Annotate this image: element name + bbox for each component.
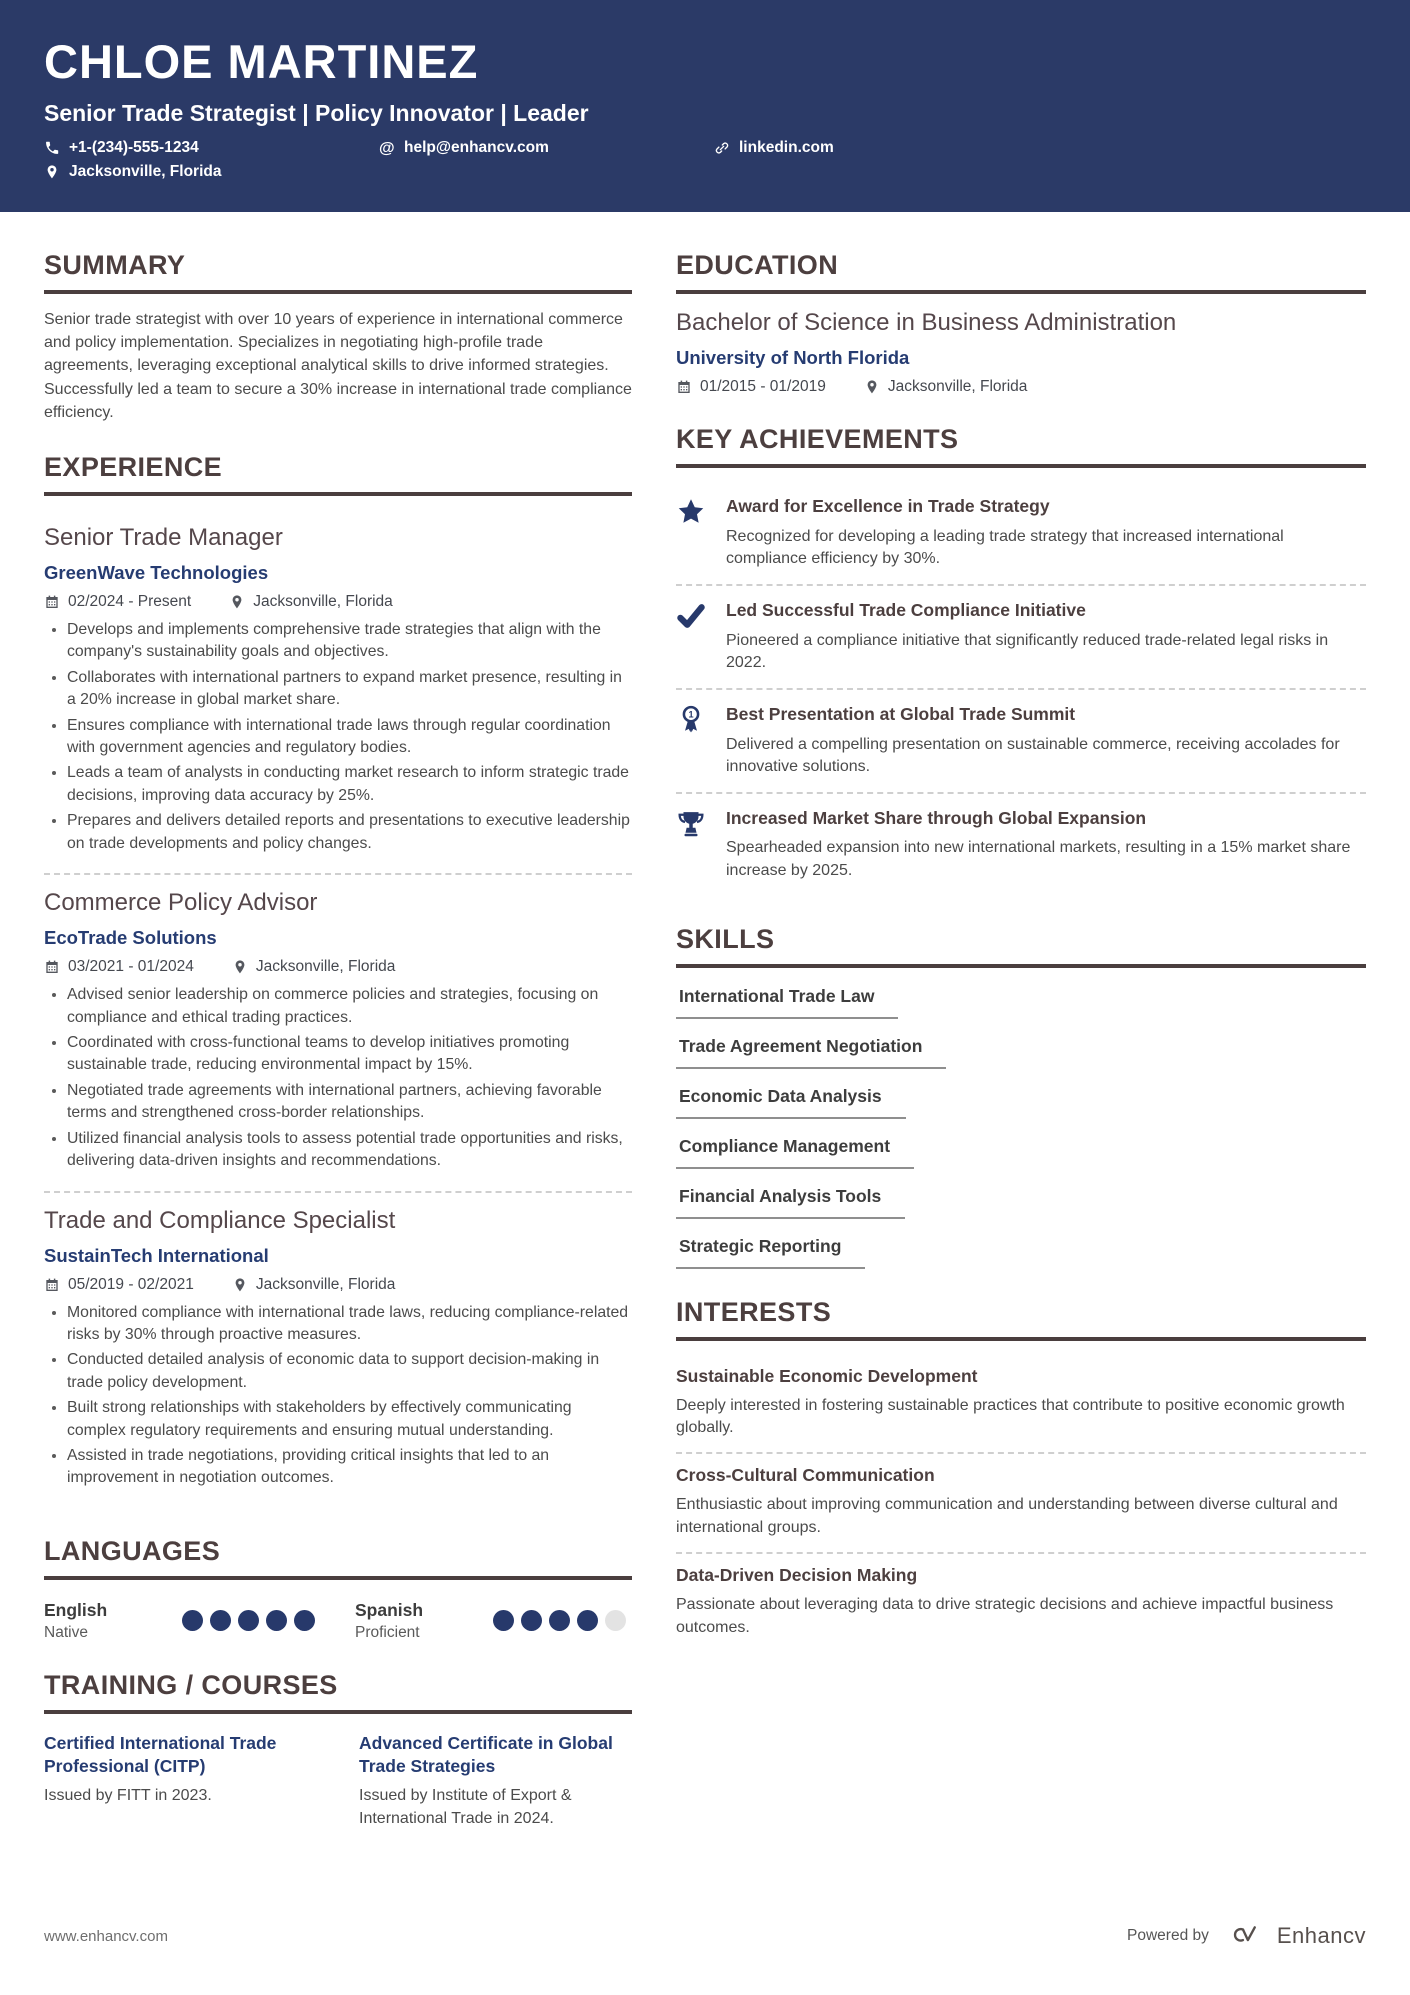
achievement-title: Best Presentation at Global Trade Summit	[726, 703, 1076, 724]
job-bullet-list	[44, 619, 632, 855]
achievement-body	[726, 807, 1366, 882]
language-level-dot	[605, 1610, 626, 1631]
location-contact	[44, 163, 379, 181]
course-row	[44, 1728, 632, 1830]
linkedin-url: linkedin.com	[739, 138, 834, 156]
education-heading: EDUCATION	[676, 250, 1366, 294]
calendar-icon	[44, 1277, 60, 1293]
skill-list	[676, 982, 1366, 1269]
language-name: Spanish	[355, 1599, 424, 1620]
language-row	[44, 1594, 632, 1642]
job-dates-text: 03/2021 - 01/2024	[68, 958, 194, 976]
skill-item	[676, 1036, 1366, 1069]
interest-title: Data-Driven Decision Making	[676, 1565, 918, 1586]
job-location-text: Jacksonville, Florida	[255, 1275, 396, 1293]
job-location	[232, 958, 396, 976]
footer	[44, 1923, 1366, 1949]
interest-entry	[676, 1452, 1366, 1552]
website-link[interactable]: www.enhancv.com	[44, 1927, 168, 1945]
training-heading: TRAINING / COURSES	[44, 1670, 632, 1714]
calendar-icon	[44, 959, 60, 975]
link-icon	[714, 140, 730, 156]
job-dates	[44, 593, 191, 611]
brand-wordmark: Enhancv	[1276, 1923, 1366, 1948]
language-level-dot	[577, 1610, 598, 1631]
achievement-body	[726, 495, 1366, 570]
calendar-icon	[44, 594, 60, 610]
person-name: CHLOE MARTINEZ	[44, 35, 479, 88]
skill-item	[676, 986, 1366, 1019]
job-location	[229, 593, 393, 611]
job-bullet: • Utilized financial analysis tools to assess potential trade opportunities and risks, delivering data-driven insights and recommendations.	[67, 1128, 632, 1173]
job-entry	[44, 1191, 632, 1508]
experience-section	[44, 452, 632, 1508]
interest-description: Enthusiastic about improving communication and understanding between diverse cultural and international groups.	[676, 1496, 1338, 1536]
job-bullet: • Negotiated trade agreements with international partners, achieving favorable terms and strengthened cross-border relationships.	[67, 1080, 632, 1125]
language-level-dot	[238, 1610, 259, 1631]
star-icon	[676, 495, 710, 570]
powered-by	[1127, 1923, 1366, 1949]
left-column	[44, 250, 632, 1858]
achievement-title: Award for Excellence in Trade Strategy	[726, 496, 1050, 516]
skill-label: Economic Data Analysis	[676, 1086, 906, 1119]
school-name: University of North Florida	[676, 347, 910, 368]
job-company: GreenWave Technologies	[44, 561, 269, 583]
interest-entry	[676, 1552, 1366, 1652]
linkedin-contact[interactable]	[714, 139, 1049, 157]
job-bullet: • Coordinated with cross-functional teams to develop initiatives promoting sustainable trade, reducing environmental impact by 15%.	[67, 1032, 632, 1077]
achievement-description: Delivered a compelling presentation on sustainable commerce, receiving accolades for innovative solutions.	[726, 735, 1340, 775]
language-level-dots	[175, 1610, 315, 1631]
language-level: Native	[44, 1623, 88, 1641]
job-bullet: • Prepares and delivers detailed reports and presentations to executive leadership on trade developments and policy changes.	[67, 810, 632, 855]
achievement-title: Led Successful Trade Compliance Initiative	[726, 599, 1086, 620]
job-title: Trade and Compliance Specialist	[44, 1206, 396, 1234]
skill-label: Financial Analysis Tools	[676, 1186, 905, 1219]
svg-text:1: 1	[688, 709, 694, 720]
job-location-text: Jacksonville, Florida	[255, 958, 396, 976]
job-bullet: • Built strong relationships with stakeholders by effectively communicating complex regulatory requirements and ensuring mutual understanding.	[67, 1397, 632, 1442]
main-content	[0, 212, 1410, 1858]
skill-label: Compliance Management	[676, 1136, 914, 1169]
job-location	[232, 1276, 396, 1294]
job-entry	[44, 510, 632, 873]
achievement-entry	[676, 792, 1366, 896]
education-location-text: Jacksonville, Florida	[887, 378, 1028, 395]
degree-title: Bachelor of Science in Business Administration	[676, 309, 1177, 336]
skill-label: Strategic Reporting	[676, 1236, 865, 1269]
education-meta	[676, 378, 1366, 396]
interest-title: Cross-Cultural Communication	[676, 1465, 935, 1486]
skill-item	[676, 1186, 1366, 1219]
language-level-dots	[486, 1610, 626, 1631]
location-pin-icon	[44, 164, 60, 180]
email-address: help@enhancv.com	[404, 138, 549, 156]
language-level: Proficient	[355, 1623, 420, 1641]
language-level-dot	[521, 1610, 542, 1631]
job-bullet: • Develops and implements comprehensive trade strategies that align with the company's sustainability goals and objectives.	[67, 619, 632, 664]
skill-item	[676, 1086, 1366, 1119]
job-entry	[44, 873, 632, 1190]
languages-heading: LANGUAGES	[44, 1536, 632, 1580]
skills-heading: SKILLS	[676, 924, 1366, 968]
interests-heading: INTERESTS	[676, 1297, 1366, 1341]
email-contact[interactable]	[379, 139, 714, 157]
job-company: SustainTech International	[44, 1244, 269, 1266]
course-title: Advanced Certificate in Global Trade Strategies	[359, 1732, 613, 1776]
achievement-description: Spearheaded expansion into new international markets, resulting in a 15% market share increase by 2025.	[726, 839, 1351, 879]
achievement-title: Increased Market Share through Global Expansion	[726, 807, 1147, 828]
interest-description: Deeply interested in fostering sustainable practices that contribute to positive economic growth globally.	[676, 1396, 1345, 1437]
phone-contact	[44, 139, 379, 157]
course-entry	[44, 1732, 317, 1830]
language-name: English	[44, 1599, 108, 1620]
at-icon: @	[379, 139, 395, 157]
summary-text: Senior trade strategist with over 10 years of experience in international commerce and policy implementation. Specializes in negotiating high-profile trade agreements, leveraging exceptional analytical skills to drive informed strategies. Successfully led a team to secure a 30% increase in international trade compliance efficiency.	[44, 311, 632, 421]
training-section	[44, 1670, 632, 1830]
powered-by-label: Powered by	[1127, 1927, 1209, 1944]
course-title: Certified International Trade Professional (CITP)	[44, 1732, 277, 1776]
job-dates-text: 02/2024 - Present	[68, 592, 192, 610]
phone-number: +1-(234)-555-1234	[69, 138, 199, 156]
job-dates-text: 05/2019 - 02/2021	[68, 1275, 194, 1293]
job-location-text: Jacksonville, Florida	[253, 592, 393, 610]
job-bullet: • Monitored compliance with international trade laws, reducing compliance-related risks by 30% through proactive measures.	[67, 1302, 632, 1347]
experience-heading: EXPERIENCE	[44, 452, 632, 496]
language-level-dot	[266, 1610, 287, 1631]
skills-section	[676, 924, 1366, 1269]
achievement-entry	[676, 688, 1366, 792]
achievements-section	[676, 424, 1366, 896]
location-text: Jacksonville, Florida	[69, 162, 222, 180]
skill-item	[676, 1136, 1366, 1169]
person-headline: Senior Trade Strategist | Policy Innovator | Leader	[44, 99, 589, 126]
contact-row-2	[44, 163, 1366, 181]
achievement-body	[726, 703, 1366, 778]
education-section	[676, 250, 1366, 396]
job-bullet: • Ensures compliance with international trade laws through regular coordination with government agencies and regulatory bodies.	[67, 715, 632, 760]
interests-section	[676, 1297, 1366, 1652]
interest-entry	[676, 1355, 1366, 1453]
header	[0, 0, 1410, 212]
language-entry	[44, 1600, 355, 1642]
interest-title: Sustainable Economic Development	[676, 1365, 978, 1386]
job-meta	[44, 593, 632, 611]
location-pin-icon	[232, 1277, 248, 1293]
language-level-dot	[210, 1610, 231, 1631]
calendar-icon	[676, 379, 692, 395]
job-bullet: • Collaborates with international partners to expand market presence, resulting in a 20% increase in global market share.	[67, 667, 632, 712]
check-icon	[676, 599, 710, 674]
location-pin-icon	[232, 959, 248, 975]
phone-icon	[44, 140, 60, 156]
job-company: EcoTrade Solutions	[44, 927, 217, 949]
right-column	[676, 250, 1366, 1858]
contact-row-1	[44, 139, 1366, 157]
skill-label: Trade Agreement Negotiation	[676, 1036, 946, 1069]
education-dates	[676, 378, 826, 396]
education-dates-text: 01/2015 - 01/2019	[700, 378, 826, 395]
achievement-description: Recognized for developing a leading trade strategy that increased international compliance efficiency by 30%.	[726, 527, 1284, 567]
language-label	[44, 1600, 107, 1642]
location-pin-icon	[229, 594, 245, 610]
job-dates	[44, 1276, 194, 1294]
language-level-dot	[549, 1610, 570, 1631]
languages-section	[44, 1536, 632, 1642]
job-bullet: • Conducted detailed analysis of economic data to support decision-making in trade policy development.	[67, 1349, 632, 1394]
summary-heading: SUMMARY	[44, 250, 632, 294]
job-bullet: • Advised senior leadership on commerce policies and strategies, focusing on compliance and ethical trading practices.	[67, 984, 632, 1029]
job-title: Commerce Policy Advisor	[44, 889, 318, 917]
language-level-dot	[493, 1610, 514, 1631]
medal-icon	[676, 703, 710, 778]
language-label	[355, 1600, 423, 1642]
trophy-icon	[676, 807, 710, 882]
achievement-entry	[676, 584, 1366, 688]
job-bullet: • Leads a team of analysts in conducting market research to inform strategic trade decisions, improving data accuracy by 25%.	[67, 762, 632, 807]
summary-section	[44, 250, 632, 424]
interest-description: Passionate about leveraging data to drive strategic decisions and achieve impactful business outcomes.	[676, 1596, 1334, 1636]
language-level-dot	[182, 1610, 203, 1631]
job-meta	[44, 1276, 632, 1294]
job-meta	[44, 958, 632, 976]
education-location	[864, 378, 1028, 396]
language-entry	[355, 1600, 632, 1642]
enhancv-logo-icon	[1223, 1923, 1263, 1949]
job-bullet: • Assisted in trade negotiations, providing critical insights that led to an improvement in negotiation outcomes.	[67, 1445, 632, 1490]
achievement-body	[726, 599, 1366, 674]
location-pin-icon	[864, 379, 880, 395]
course-description: Issued by Institute of Export & International Trade in 2024.	[359, 1787, 572, 1827]
job-bullet-list	[44, 1302, 632, 1490]
course-entry	[359, 1732, 632, 1830]
achievements-heading: KEY ACHIEVEMENTS	[676, 424, 1366, 468]
achievement-entry	[676, 482, 1366, 584]
skill-item	[676, 1236, 1366, 1269]
language-level-dot	[294, 1610, 315, 1631]
job-title: Senior Trade Manager	[44, 523, 283, 551]
job-dates	[44, 958, 194, 976]
job-bullet-list	[44, 984, 632, 1172]
skill-label: International Trade Law	[676, 986, 898, 1019]
achievement-description: Pioneered a compliance initiative that significantly reduced trade-related legal risks in 2022.	[726, 631, 1329, 671]
course-description: Issued by FITT in 2023.	[44, 1787, 212, 1805]
